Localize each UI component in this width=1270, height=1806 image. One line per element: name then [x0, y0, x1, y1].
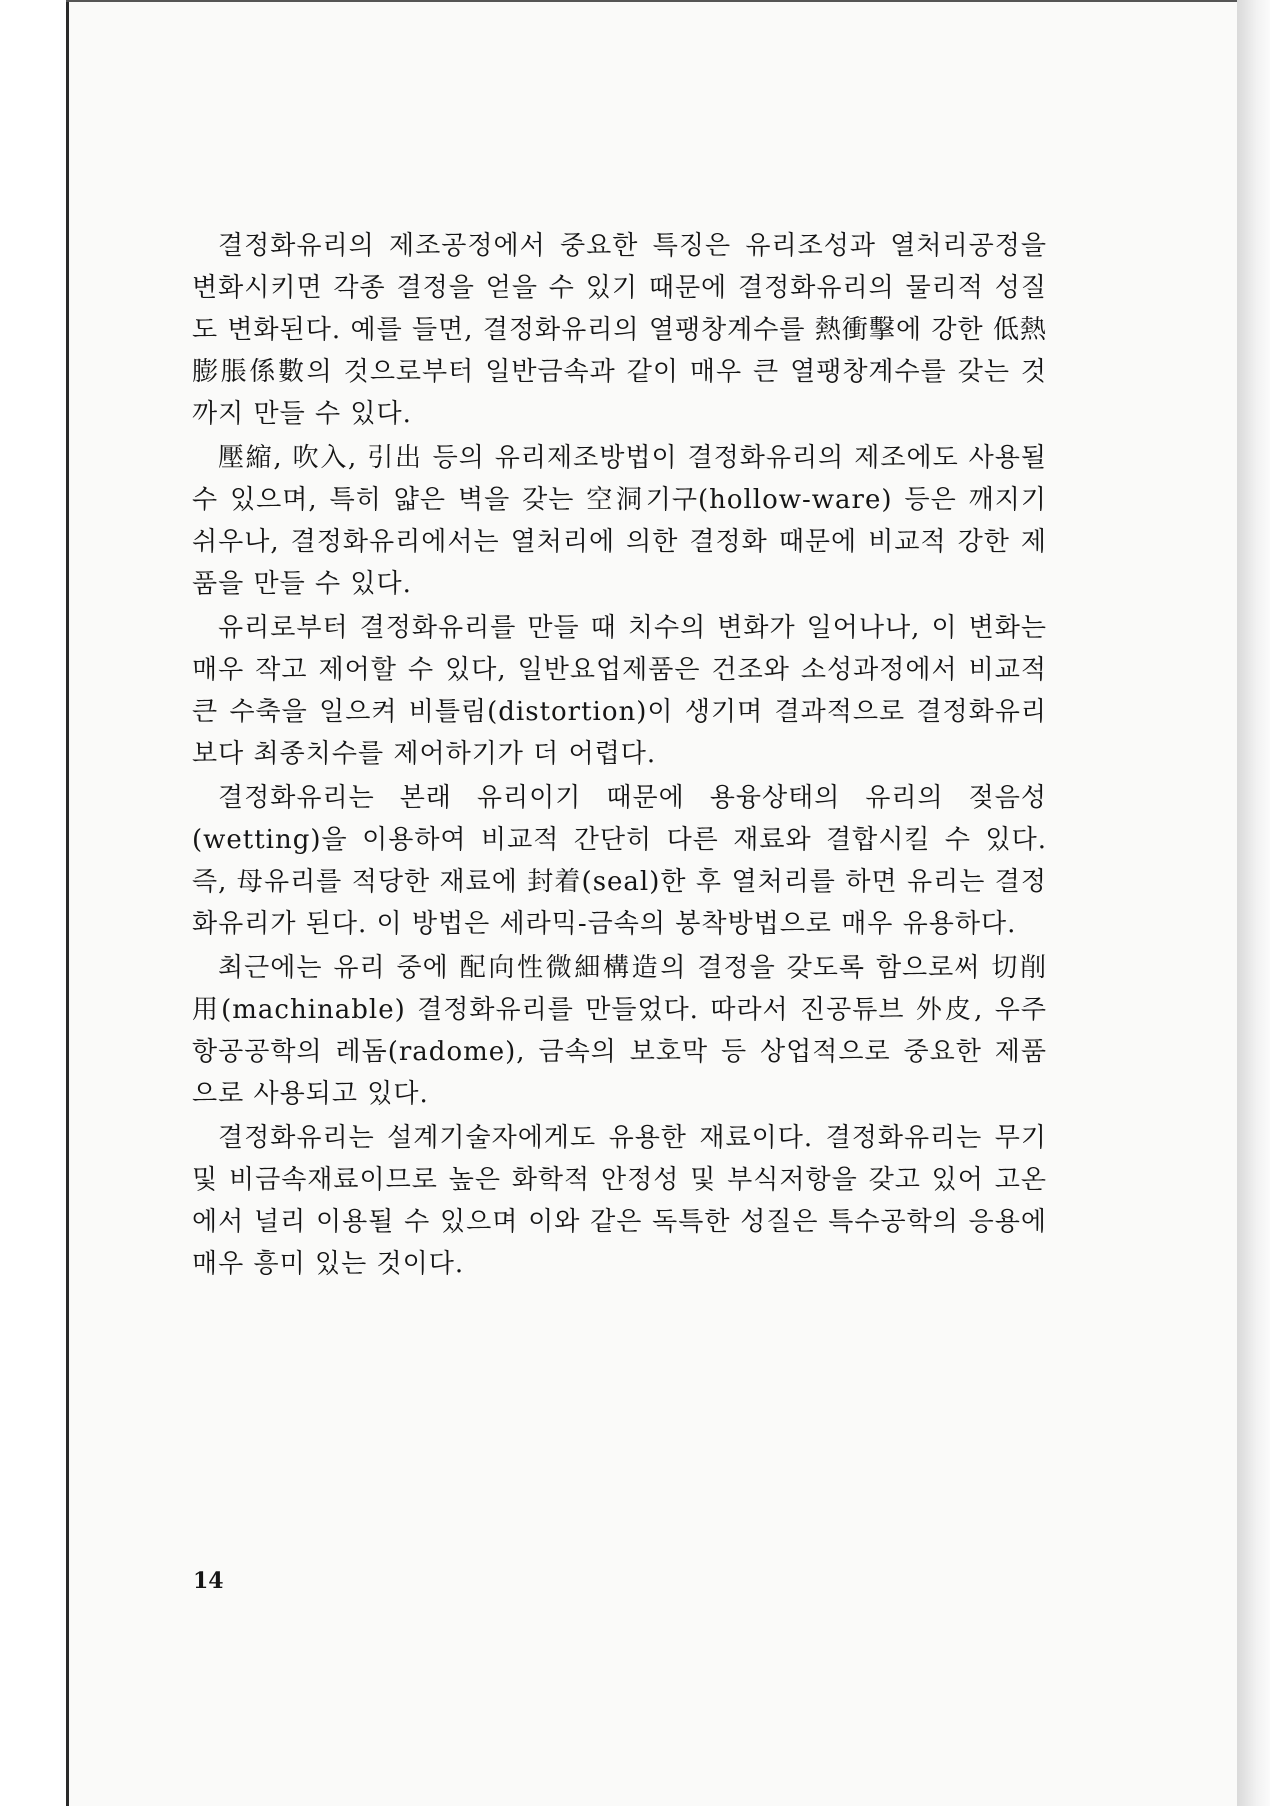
page-right-shadow — [1237, 0, 1270, 1806]
paragraph-2: 壓縮, 吹入, 引出 등의 유리제조방법이 결정화유리의 제조에도 사용될 수 있으며, 특히 얇은 벽을 갖는 空洞기구(hollow-ware) 등은 깨지기 쉬우나, 결정화유리에서는 열처리에 의한 결정화 때문에 비교적 강한 제품을 만들 수 있다. — [192, 443, 1047, 599]
page-number: 14 — [193, 1568, 224, 1594]
scan-left-margin — [0, 0, 66, 1806]
paragraph-3: 유리로부터 결정화유리를 만들 때 치수의 변화가 일어나나, 이 변화는 매우 작고 제어할 수 있다, 일반요업제품은 건조와 소성과정에서 비교적 큰 수축을 일으켜 비틀림(distortion)이 생기며 결과적으로 결정화유리보다 최종치수를 제어하기가 더 어렵다. — [192, 613, 1047, 769]
paragraph-1: 결정화유리의 제조공정에서 중요한 특징은 유리조성과 열처리공정을 변화시키면 각종 결정을 얻을 수 있기 때문에 결정화유리의 물리적 성질도 변화된다. 예를 들면, 결정화유리의 열팽창계수를 熱衝擊에 강한 低熱膨脹係數의 것으로부터 일반금속과 같이 매우 큰 열팽창계수를 갖는 것까지 만들 수 있다. — [192, 231, 1047, 429]
paragraph-5: 최근에는 유리 중에 配向性微細構造의 결정을 갖도록 함으로써 切削用(machinable) 결정화유리를 만들었다. 따라서 진공튜브 外皮, 우주항공공학의 레돔(radome), 금속의 보호막 등 상업적으로 중요한 제품으로 사용되고 있다. — [192, 953, 1047, 1109]
paragraph-6: 결정화유리는 설계기술자에게도 유용한 재료이다. 결정화유리는 무기 및 비금속재료이므로 높은 화학적 안정성 및 부식저항을 갖고 있어 고온에서 널리 이용될 수 있으며 이와 같은 독특한 성질은 특수공학의 응용에 매우 흥미 있는 것이다. — [192, 1123, 1047, 1279]
body-text — [192, 225, 1047, 1287]
paragraph-4: 결정화유리는 본래 유리이기 때문에 용융상태의 유리의 젖음성(wetting)을 이용하여 비교적 간단히 다른 재료와 결합시킬 수 있다. 즉, 母유리를 적당한 재료에 封着(seal)한 후 열처리를 하면 유리는 결정화유리가 된다. 이 방법은 세라믹-금속의 봉착방법으로 매우 유용하다. — [192, 783, 1047, 939]
